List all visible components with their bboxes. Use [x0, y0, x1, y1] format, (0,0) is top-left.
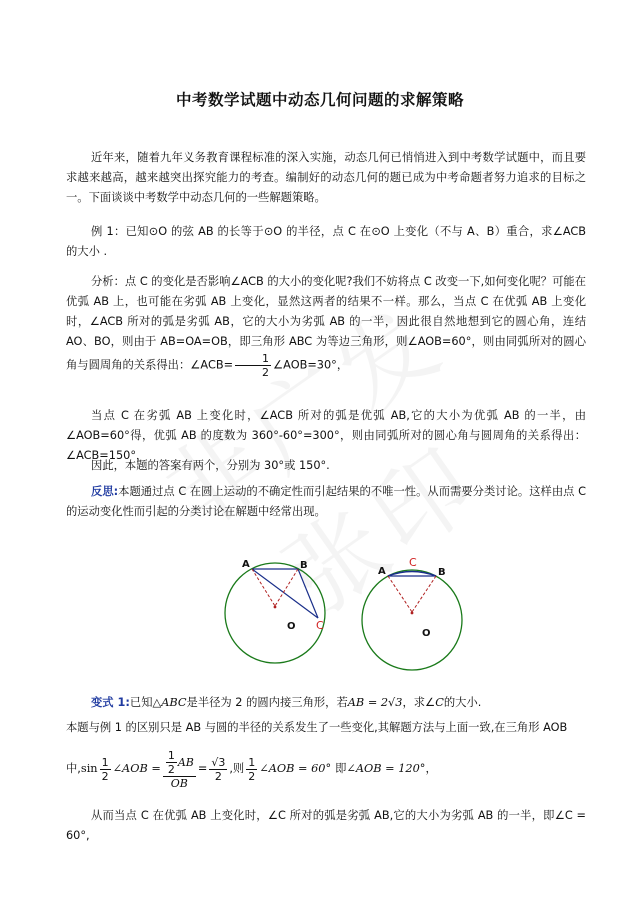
reflection-text: 本题通过点 C 在圆上运动的不确定性而引起结果的不唯一性。从而需要分类讨论。这样由点 C 的运动变化性而引起的分类讨论在解题中经常出现。: [66, 485, 586, 518]
formula-aob: ∠AOB =: [112, 762, 161, 775]
label-o-left: O: [287, 621, 296, 632]
variant-text-4: 的大小.: [443, 696, 482, 709]
variant-c: C: [435, 696, 444, 709]
analysis-formula-suffix: ∠AOB=30°，: [273, 358, 349, 372]
analysis-paragraph: [66, 272, 586, 379]
geometry-figures: [0, 540, 640, 675]
formula-sqrt-fraction: $\frac{√3}{2}$: [211, 755, 226, 783]
formula-half-fraction-2: $\frac{1}{2}$: [248, 755, 256, 783]
variant-text-1: 已知△: [129, 696, 162, 709]
last-line: 从而当点 C 在优弧 AB 上变化时，∠C 所对的弧是劣弧 AB,它的大小为劣弧 AB 的一半，即∠C = 60°,: [66, 809, 586, 842]
formula-sin: sin: [80, 762, 98, 775]
variant-1: [66, 693, 586, 713]
figure-left: [225, 559, 325, 663]
label-b-left: B: [300, 560, 308, 571]
figure-right: [362, 556, 462, 670]
variant-text-3: ，求∠: [402, 696, 436, 709]
reflection-label: 反思:: [91, 485, 119, 498]
formula-big-fraction: $\frac{1}{2}$ AB OB: [163, 749, 196, 790]
variant-formula: [66, 744, 586, 794]
radius-ao-left: [252, 569, 275, 606]
label-c-right: C: [409, 556, 417, 569]
formula-half-fraction: $\frac{1}{2}$: [101, 755, 109, 783]
analysis-formula-prefix: ∠ACB=: [190, 358, 234, 372]
center-dot-left: [274, 606, 277, 609]
label-a-left: A: [242, 559, 250, 570]
formula-prefix: 中,: [66, 762, 81, 775]
fraction-one-half: $\frac{1}{2}$: [235, 352, 271, 379]
example-1: 例 1：已知⊙O 的弦 AB 的长等于⊙O 的半径，点 C 在⊙O 上变化（不与 A、B）重合，求∠ACB 的大小 .: [66, 225, 586, 258]
radius-ao-right: [388, 576, 412, 612]
circle-right: [362, 570, 462, 670]
intro-paragraph: 近年来，随着九年义务教育课程标准的深入实施，动态几何已悄悄进入到中考数学试题中，而且要求越来越高，越来越突出探究能力的考查。编制好的动态几何的题已成为中考命题者努力追求的目标之一。下面谈谈中考数学中动态几何的一些解题策略。: [66, 151, 586, 204]
center-dot-right: [411, 612, 414, 615]
formula-aob-120: ∠AOB = 120°: [346, 762, 426, 775]
formula-equals: =: [197, 762, 208, 775]
variant-text-2: 是半径为 2 的圆内接三角形，若: [186, 696, 348, 709]
answer-line: 因此，本题的答案有两个，分别为 30°或 150°.: [91, 459, 330, 472]
variant-abc: ABC: [161, 696, 187, 709]
label-o-right: O: [422, 628, 431, 639]
document-title: 中考数学试题中动态几何问题的求解策略: [175, 91, 464, 109]
label-a-right: A: [378, 566, 386, 577]
variant-explanation: 本题与例 1 的区别只是 AB 与圆的半径的关系发生了一些变化,其解题方法与上面一致,在三角形 AOB: [66, 721, 568, 734]
radius-bo-right: [412, 576, 436, 612]
arc-c-right: [388, 572, 436, 577]
formula-so: 即: [335, 762, 347, 775]
formula-then: ,则: [229, 762, 245, 775]
variant-ab: AB = 2√3: [347, 696, 403, 709]
variant-label: 变式 1:: [91, 696, 130, 709]
analysis-paragraph-2: 当点 C 在劣弧 AB 上变化时，∠ACB 所对的弧是优弧 AB,它的大小为优弧 AB 的一半，由∠AOB=60°得，优弧 AB 的度数为 360°-60°=300°，则由同弧所对的圆心角与圆周角的关系得出：∠ACB=150°，: [66, 409, 586, 462]
analysis-text: 分析：点 C 的变化是否影响∠ACB 的大小的变化呢?我们不妨将点 C 改变一下,如何变化呢？可能在优弧 AB 上，也可能在劣弧 AB 上变化，显然这两者的结果不一样。那么，当点 C 在优弧 AB 上变化时，∠ACB 所对的弧是劣弧 AB，它的大小为劣弧 AB 的一半，因此很自然地想到它的圆心角，连结 AO、BO，则由于 AB=OA=OB，即三角形 ABC 为等边三角形，则∠AOB=60°，则由同弧所对的圆心角与圆周角的关系得出：: [66, 275, 586, 372]
circle-left: [225, 563, 325, 663]
formula-end: ，: [425, 762, 437, 775]
formula-aob-60: ∠AOB = 60°: [259, 762, 332, 775]
label-b-right: B: [438, 567, 446, 578]
reflection-paragraph: [66, 482, 586, 522]
label-c-left: C: [316, 619, 324, 632]
